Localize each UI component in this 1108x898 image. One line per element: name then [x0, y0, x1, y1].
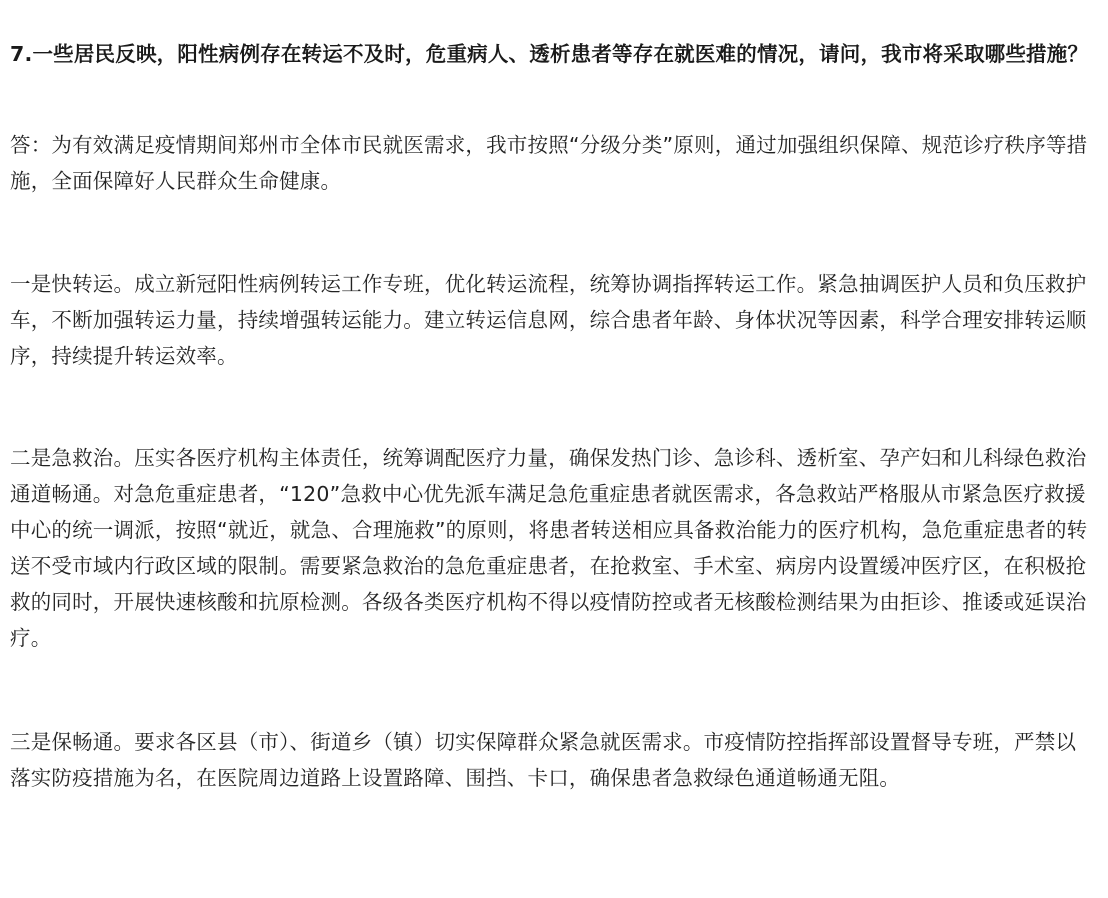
answer-point-3: 三是保畅通。要求各区县（市）、街道乡（镇）切实保障群众紧急就医需求。市疫情防控指挥部设置督导专班，严禁以落实防疫措施为名，在医院周边道路上设置路障、围挡、卡口，确保患者急救绿色通道畅通无阻。	[10, 730, 1077, 790]
answer-intro: 答：为有效满足疫情期间郑州市全体市民就医需求，我市按照“分级分类”原则，通过加强组织保障、规范诊疗秩序等措施，全面保障好人民群众生命健康。	[10, 133, 1088, 193]
answer-point-2: 二是急救治。压实各医疗机构主体责任，统筹调配医疗力量，确保发热门诊、急诊科、透析室、孕产妇和儿科绿色救治通道畅通。对急危重症患者，“120”急救中心优先派车满足急危重症患者就医需求，各急救站严格服从市紧急医疗救援中心的统一调派，按照“就近，就急、合理施救”的原则，将患者转送相应具备救治能力的医疗机构，急危重症患者的转送不受市域内行政区域的限制。需要紧急救治的急危重症患者，在抢救室、手术室、病房内设置缓冲医疗区，在积极抢救的同时，开展快速核酸和抗原检测。各级各类医疗机构不得以疫情防控或者无核酸检测结果为由拒诊、推诿或延误治疗。	[10, 446, 1088, 650]
answer-point-1: 一是快转运。成立新冠阳性病例转运工作专班，优化转运流程，统筹协调指挥转运工作。紧急抽调医护人员和负压救护车，不断加强转运力量，持续增强转运能力。建立转运信息网，综合患者年龄、身体状况等因素，科学合理安排转运顺序，持续提升转运效率。	[10, 272, 1087, 368]
question-heading: 7.一些居民反映，阳性病例存在转运不及时，危重病人、透析患者等存在就医难的情况，请问，我市将采取哪些措施？	[10, 42, 1089, 66]
article-body	[10, 36, 1092, 796]
